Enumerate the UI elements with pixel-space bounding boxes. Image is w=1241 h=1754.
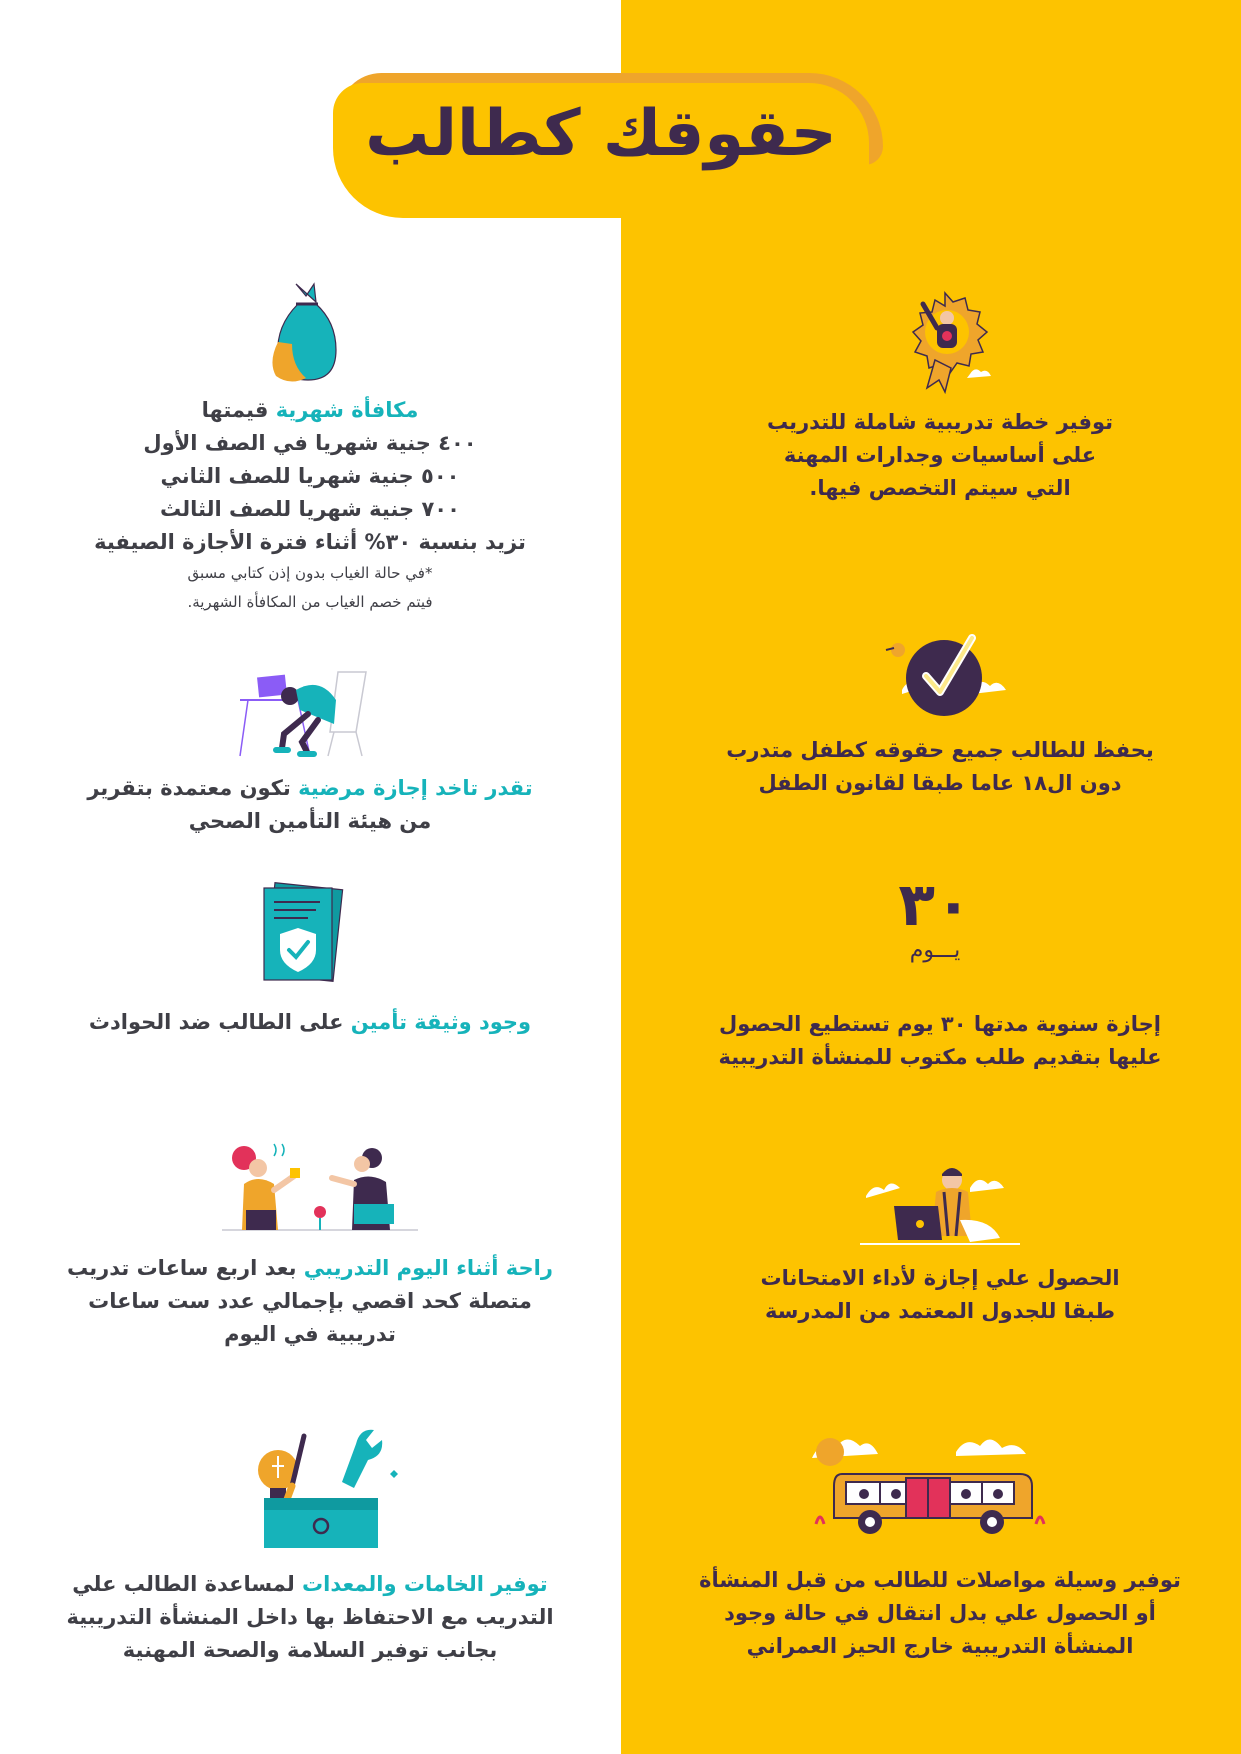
title-banner (333, 73, 883, 218)
coffee-break-icon (222, 1140, 418, 1232)
monthly-reward-line: ٧٠٠ جنية شهريا للصف الثالث (160, 497, 460, 521)
insurance-heading-rest: على الطالب ضد الحوادث (88, 1010, 351, 1034)
exam-leave-line: طبقا للجدول المعتمد من المدرسة (764, 1299, 1116, 1323)
money-bag-icon (266, 282, 346, 384)
training-plan-text (660, 406, 1220, 505)
transportation-line: أو الحصول علي بدل انتقال في حالة وجود (724, 1601, 1156, 1625)
child-rights-text (660, 734, 1220, 800)
rest-break-highlight: راحة أثناء اليوم التدريبي (303, 1256, 553, 1280)
sick-leave-heading-rest: تكون معتمدة بتقرير (87, 776, 299, 800)
equipment-text (40, 1568, 580, 1667)
sick-leave-line: من هيئة التأمين الصحي (188, 809, 432, 833)
bus-icon (806, 1424, 1050, 1540)
exam-leave-text (660, 1262, 1220, 1328)
training-plan-line: على أساسيات وجدارات المهنة (783, 443, 1097, 467)
days-counter-number: ٣٠ (898, 870, 972, 940)
monthly-reward-heading (40, 394, 580, 427)
days-counter-word: يـــوم (909, 938, 961, 963)
toolbox-icon (256, 1426, 402, 1550)
rest-break-heading-rest: بعد اربع ساعات تدريب (67, 1256, 304, 1280)
equipment-line: بجانب توفير السلامة والصحة المهنية (122, 1638, 498, 1662)
exam-leave-line: الحصول علي إجازة لأداء الامتحانات (760, 1266, 1120, 1290)
transportation-line: توفير وسيلة مواصلات للطالب من قبل المنشأة (699, 1568, 1181, 1592)
page-title: حقوقك كطالب (365, 97, 837, 171)
monthly-reward-line: ٤٠٠ جنية شهريا في الصف الأول (143, 431, 477, 455)
sick-leave-text (40, 772, 580, 838)
sick-leave-highlight: تقدر تاخد إجازة مرضية (298, 776, 533, 800)
award-badge-icon (895, 288, 995, 398)
monthly-reward-note: *في حالة الغياب بدون إذن كتابي مسبق (187, 564, 433, 582)
monthly-reward-line: تزيد بنسبة ٣٠% أثناء فترة الأجازة الصيفية (94, 530, 526, 554)
rest-break-line: متصلة كحد اقصي بإجمالي عدد ست ساعات (88, 1289, 532, 1313)
equipment-heading-rest: لمساعدة الطالب علي (72, 1572, 303, 1596)
equipment-heading (40, 1568, 580, 1601)
sick-leave-heading (40, 772, 580, 805)
rest-break-heading (40, 1252, 580, 1285)
sick-student-icon (238, 670, 370, 758)
annual-leave-line: إجازة سنوية مدتها ٣٠ يوم تستطيع الحصول (719, 1012, 1161, 1036)
insurance-text (40, 1006, 580, 1039)
monthly-reward-heading-rest: قيمتها (201, 398, 276, 422)
rest-break-line: تدريبية في اليوم (224, 1322, 396, 1346)
child-rights-line: دون ال١٨ عاما طبقا لقانون الطفل (758, 771, 1122, 795)
insurance-document-icon (256, 880, 348, 986)
transportation-text (650, 1564, 1230, 1663)
annual-leave-text (660, 1008, 1220, 1074)
training-plan-line: التي سيتم التخصص فيها. (809, 476, 1071, 500)
annual-leave-line: عليها بتقديم طلب مكتوب للمنشأة التدريبية (718, 1045, 1162, 1069)
monthly-reward-highlight: مكافأة شهرية (275, 398, 419, 422)
monthly-reward-text (40, 394, 580, 617)
equipment-line: التدريب مع الاحتفاظ بها داخل المنشأة التدريبية (66, 1605, 554, 1629)
training-plan-line: توفير خطة تدريبية شاملة للتدريب (766, 410, 1114, 434)
equipment-highlight: توفير الخامات والمعدات (302, 1572, 548, 1596)
checkmark-medal-icon (872, 628, 1017, 720)
insurance-heading (40, 1006, 580, 1039)
student-laptop-icon (860, 1158, 1020, 1248)
child-rights-line: يحفظ للطالب جميع حقوقه كطفل متدرب (726, 738, 1154, 762)
rest-break-text (40, 1252, 580, 1351)
transportation-line: المنشأة التدريبية خارج الحيز العمراني (746, 1634, 1134, 1658)
insurance-highlight: وجود وثيقة تأمين (350, 1010, 532, 1034)
monthly-reward-note: فيتم خصم الغياب من المكافأة الشهرية. (187, 593, 433, 611)
monthly-reward-line: ٥٠٠ جنية شهريا للصف الثاني (160, 464, 460, 488)
